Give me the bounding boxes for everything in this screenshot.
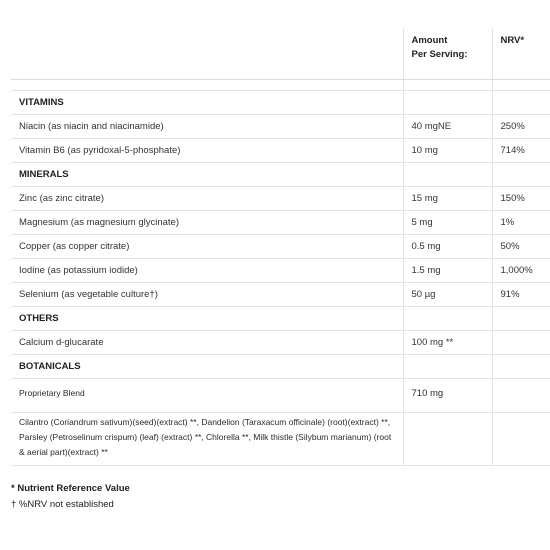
blend-ingredients: Cilantro (Coriandrum sativum)(seed)(extract) **, Dandelion (Taraxacum officinale) (root)(extract) **, Parsley (Petroselinum crispum) (leaf) (extract) **, Chlorella **, Milk thistle (Silybum marianum) (root & aerial part)(extract) ** [11, 412, 403, 465]
nutrient-amount: 50 µg [403, 282, 492, 306]
nrv-footnote: * Nutrient Reference Value [11, 483, 130, 494]
nutrient-amount: 40 mgNE [403, 114, 492, 138]
table-row [11, 210, 550, 234]
nutrient-nrv [492, 330, 550, 354]
footnotes [11, 481, 130, 512]
nutrient-name: Iodine (as potassium iodide) [11, 258, 403, 282]
table-row [11, 258, 550, 282]
amount-per-serving-header [403, 28, 492, 79]
section-title: OTHERS [11, 306, 403, 330]
section-botanicals [11, 354, 550, 378]
nutrient-nrv: 1% [492, 210, 550, 234]
nutrient-amount: 15 mg [403, 186, 492, 210]
nutrient-name: Selenium (as vegetable culture†) [11, 282, 403, 306]
nutrient-nrv: 50% [492, 234, 550, 258]
section-title: VITAMINS [11, 90, 403, 114]
nutrient-amount: 100 mg ** [403, 330, 492, 354]
blend-row [11, 378, 550, 412]
nrv-header: NRV* [492, 28, 550, 79]
nutrient-amount: 10 mg [403, 138, 492, 162]
nutrient-name: Niacin (as niacin and niacinamide) [11, 114, 403, 138]
blend-ingredients-row [11, 412, 550, 465]
nutrient-amount: 0.5 mg [403, 234, 492, 258]
nutrient-nrv: 250% [492, 114, 550, 138]
nutrient-name: Copper (as copper citrate) [11, 234, 403, 258]
table-header-row [11, 28, 550, 79]
nutrient-name: Calcium d-glucarate [11, 330, 403, 354]
blend-amount: 710 mg [403, 378, 492, 412]
nutrient-name: Magnesium (as magnesium glycinate) [11, 210, 403, 234]
header-blank-cell [11, 28, 403, 79]
section-others [11, 306, 550, 330]
table-row [11, 138, 550, 162]
table-row [11, 186, 550, 210]
section-minerals [11, 162, 550, 186]
not-established-footnote: † %NRV not established [11, 498, 114, 510]
nutrient-nrv: 150% [492, 186, 550, 210]
nutrition-table [11, 28, 550, 466]
section-title: MINERALS [11, 162, 403, 186]
nutrient-name: Vitamin B6 (as pyridoxal-5-phosphate) [11, 138, 403, 162]
nutrient-amount: 1.5 mg [403, 258, 492, 282]
table-row [11, 234, 550, 258]
nutrient-amount: 5 mg [403, 210, 492, 234]
section-title: BOTANICALS [11, 354, 403, 378]
nutrient-nrv: 1,000% [492, 258, 550, 282]
nutrient-nrv: 714% [492, 138, 550, 162]
table-row [11, 282, 550, 306]
blend-name: Proprietary Blend [11, 378, 403, 412]
amount-label-line1: Amount [411, 35, 448, 46]
section-vitamins [11, 90, 550, 114]
nutrient-nrv: 91% [492, 282, 550, 306]
amount-label-line2: Per Serving: [411, 49, 468, 60]
supplement-facts-panel [11, 0, 550, 550]
spacer-row [11, 79, 550, 90]
nutrient-name: Zinc (as zinc citrate) [11, 186, 403, 210]
table-row [11, 114, 550, 138]
table-row [11, 330, 550, 354]
